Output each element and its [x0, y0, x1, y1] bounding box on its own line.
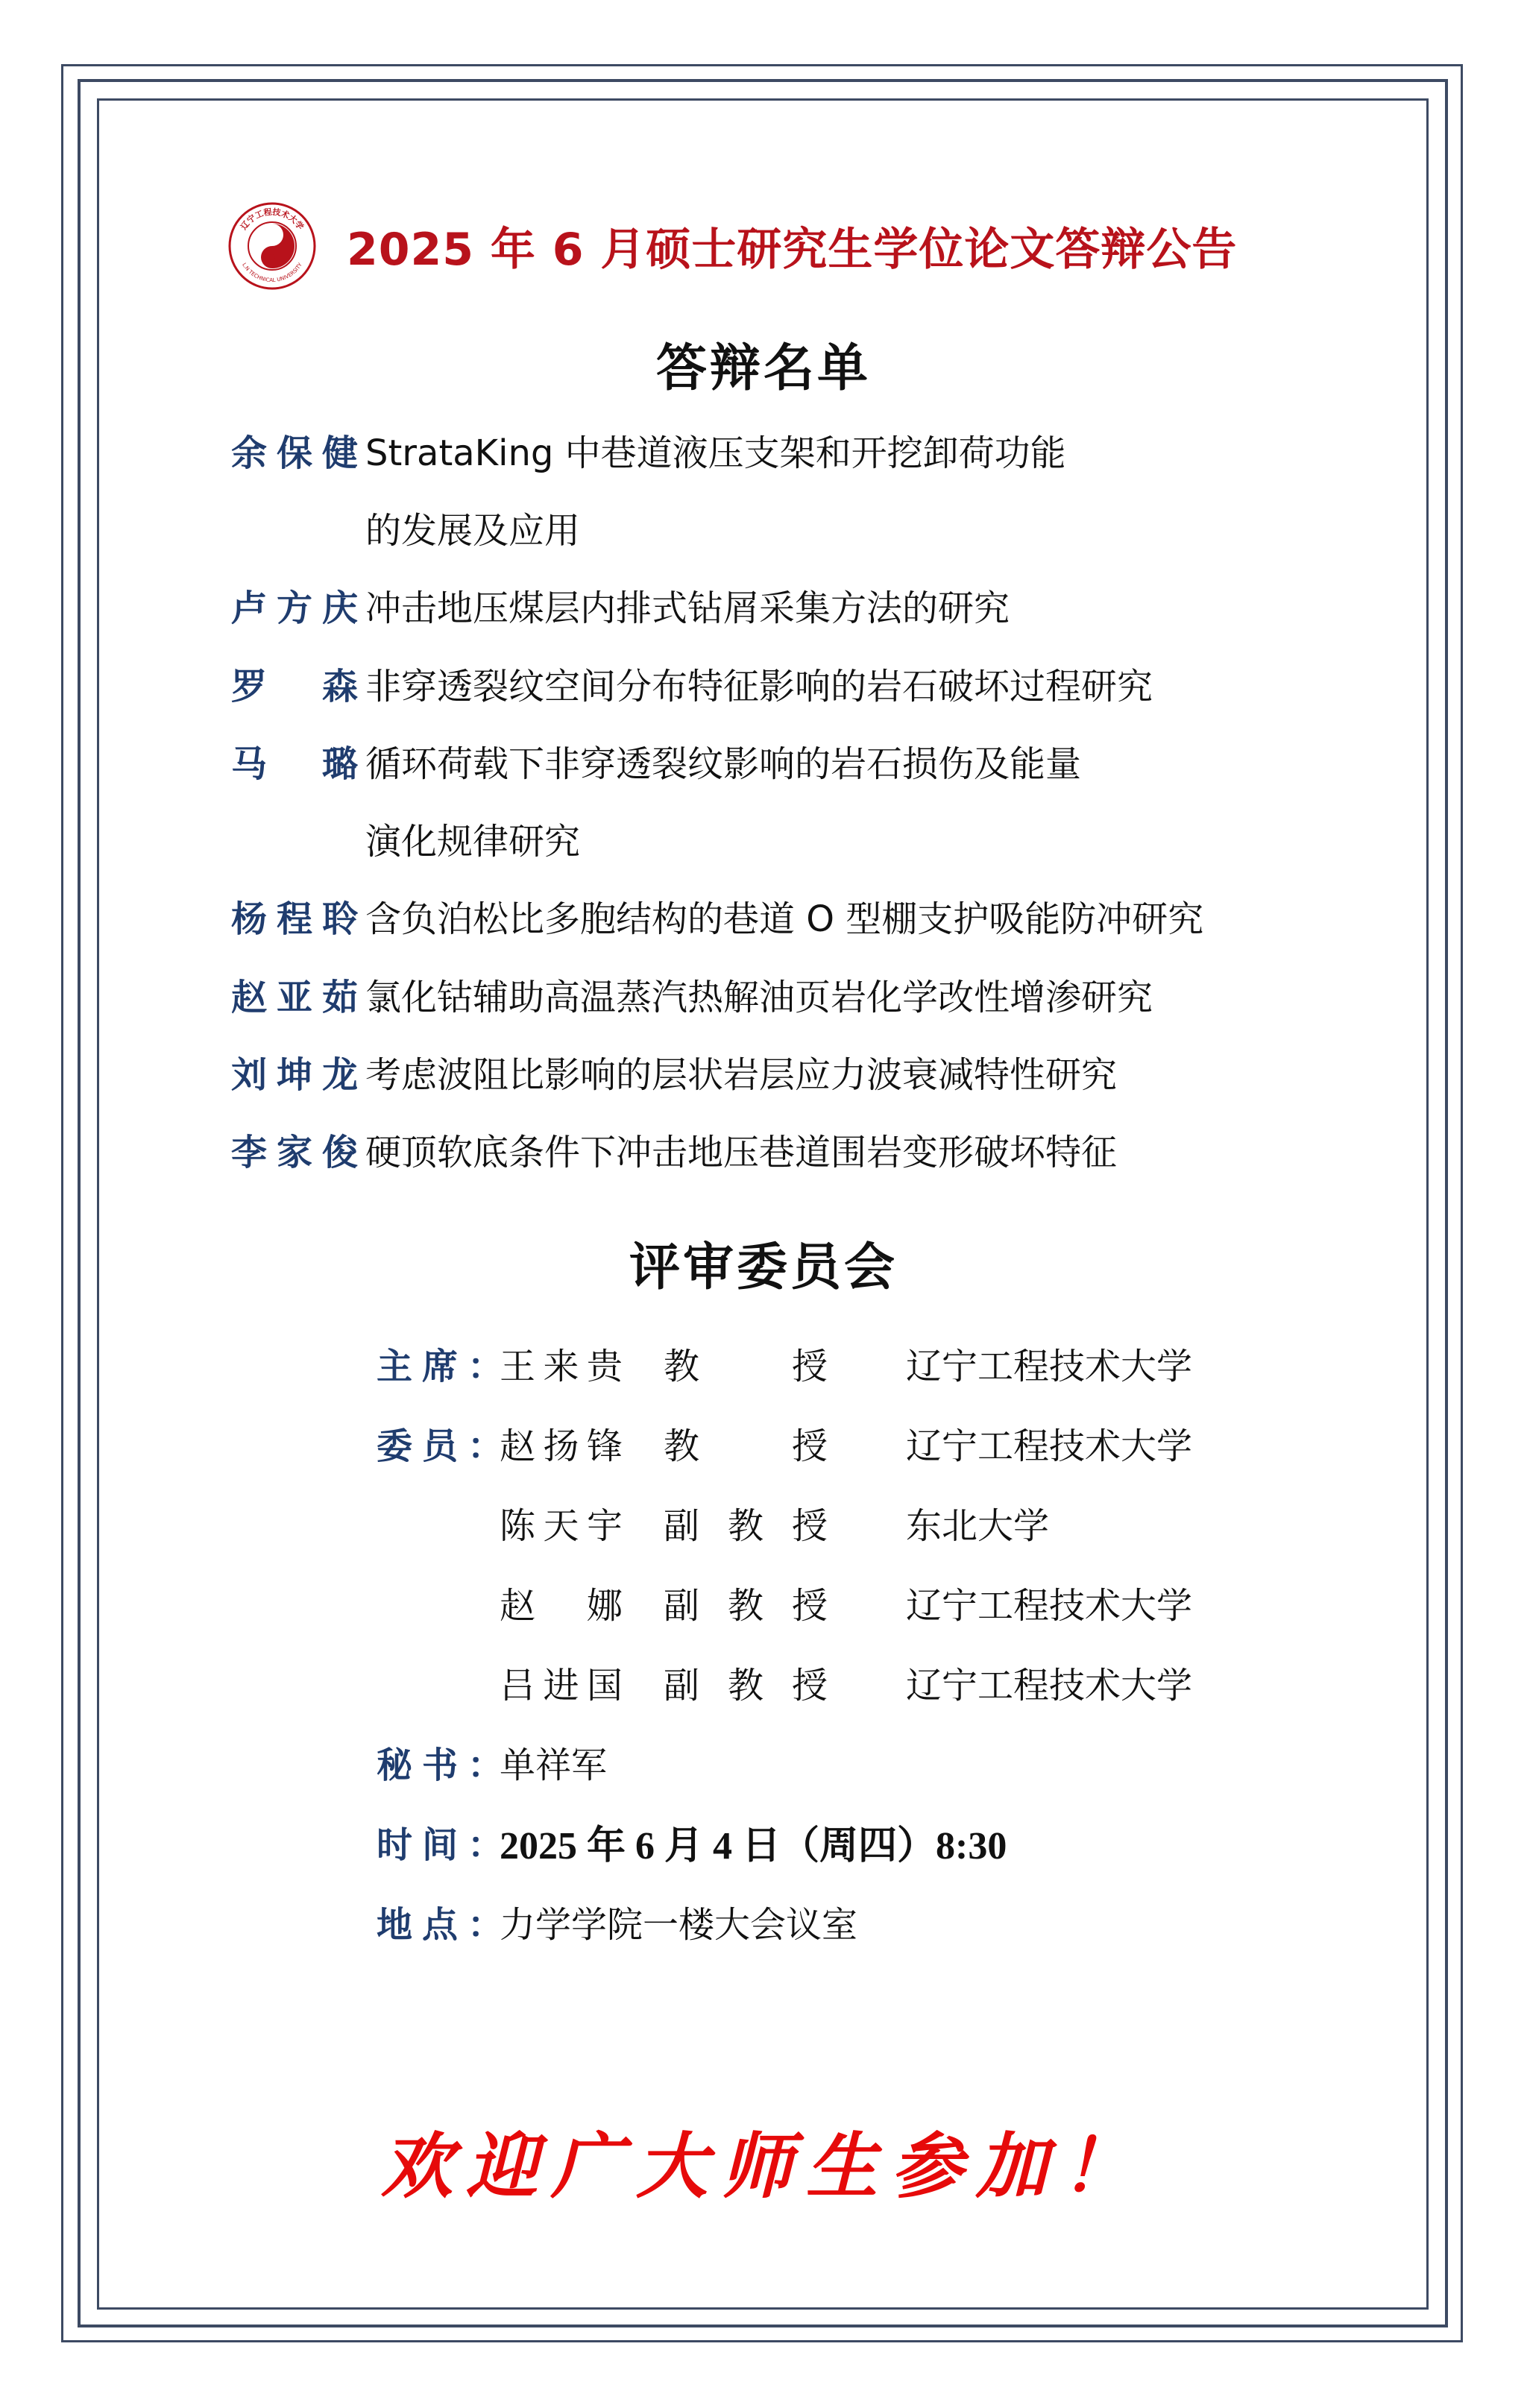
- list-item: [0, 1034, 1527, 1109]
- defense-time: 2025 年 6 月 4 日（周四）8:30: [500, 1824, 1007, 1868]
- university-seal-icon: [227, 201, 317, 291]
- candidate-name: 李家俊: [231, 1131, 358, 1173]
- list-item-continuation: [0, 801, 1527, 875]
- list-item: [0, 567, 1527, 642]
- thesis-topic: 非穿透裂纹空间分布特征影响的岩石破坏过程研究: [365, 665, 1153, 707]
- thesis-topic: 含负泊松比多胞结构的巷道 O 型棚支护吸能防冲研究: [365, 898, 1204, 940]
- list-item: [0, 646, 1527, 720]
- thesis-topic: 循环荷载下非穿透裂纹影响的岩石损伤及能量: [365, 743, 1082, 785]
- thesis-topic: 硬顶软底条件下冲击地压巷道围岩变形破坏特征: [365, 1131, 1118, 1173]
- candidate-name: 赵亚茹: [231, 976, 358, 1018]
- time-row: [0, 1804, 1527, 1879]
- list-item: [0, 878, 1527, 953]
- committee-member-row: [0, 1485, 1527, 1560]
- role-label: 主席：: [377, 1345, 503, 1387]
- defense-list-heading: 答辩名单: [655, 339, 871, 398]
- member-organization: 辽宁工程技术大学: [906, 1664, 1193, 1706]
- location-label: 地点：: [377, 1903, 503, 1946]
- member-title: 教授: [664, 1425, 828, 1467]
- thesis-topic: 考虑波阻比影响的层状岩层应力波衰减特性研究: [365, 1053, 1118, 1096]
- secretary-label: 秘书：: [377, 1744, 503, 1786]
- welcome-slogan: 欢迎广大师生参加！: [381, 2124, 1146, 2208]
- list-item: [0, 412, 1527, 487]
- list-item: [0, 723, 1527, 798]
- committee-member-row: [0, 1645, 1527, 1719]
- candidate-name: 罗森: [231, 665, 358, 707]
- member-title: 副教授: [664, 1664, 828, 1706]
- member-name: 王来贵: [500, 1345, 623, 1387]
- announcement-title: 2025 年 6 月硕士研究生学位论文答辩公告: [347, 224, 1238, 276]
- location-row: [0, 1884, 1527, 1958]
- member-title: 副教授: [664, 1504, 828, 1547]
- list-item: [0, 1112, 1527, 1186]
- committee-member-row: [0, 1405, 1527, 1480]
- candidate-name: 马璐: [231, 743, 358, 785]
- seal-text-en: L.N TECHNICAL UNIVERSITY: [241, 262, 303, 284]
- committee-member-row: [0, 1326, 1527, 1400]
- member-name: 赵扬锋: [500, 1425, 623, 1467]
- candidate-name: 刘坤龙: [231, 1053, 358, 1096]
- member-organization: 东北大学: [906, 1504, 1050, 1547]
- list-item-continuation: [0, 490, 1527, 564]
- member-title: 副教授: [664, 1584, 828, 1627]
- member-title: 教授: [664, 1345, 828, 1387]
- candidate-name: 余保健: [231, 432, 358, 474]
- member-name: 赵娜: [500, 1584, 623, 1627]
- list-item: [0, 956, 1527, 1031]
- thesis-topic: 氯化钴辅助高温蒸汽热解油页岩化学改性增渗研究: [365, 976, 1153, 1018]
- candidate-name: 卢方庆: [231, 587, 358, 629]
- committee-heading: 评审委员会: [629, 1238, 898, 1297]
- defense-location: 力学学院一楼大会议室: [500, 1903, 858, 1946]
- candidate-name: 杨程聆: [231, 898, 358, 940]
- thesis-topic: 冲击地压煤层内排式钻屑采集方法的研究: [365, 587, 1010, 629]
- committee-member-row: [0, 1565, 1527, 1639]
- member-name: 陈天宇: [500, 1504, 623, 1547]
- member-name: 吕进国: [500, 1664, 623, 1706]
- secretary-row: [0, 1724, 1527, 1799]
- seal-text-cn: 辽宁工程技术大学: [239, 207, 306, 232]
- member-organization: 辽宁工程技术大学: [906, 1425, 1193, 1467]
- time-label: 时间：: [377, 1824, 503, 1866]
- thesis-topic: StrataKing 中巷道液压支架和开挖卸荷功能: [365, 432, 1066, 474]
- secretary-name: 单祥军: [500, 1744, 608, 1786]
- member-organization: 辽宁工程技术大学: [906, 1345, 1193, 1387]
- role-label: 委员：: [377, 1425, 503, 1467]
- member-organization: 辽宁工程技术大学: [906, 1584, 1193, 1627]
- thesis-topic: 的发展及应用: [365, 509, 581, 552]
- announcement-header: [227, 201, 1237, 291]
- thesis-topic: 演化规律研究: [365, 820, 581, 863]
